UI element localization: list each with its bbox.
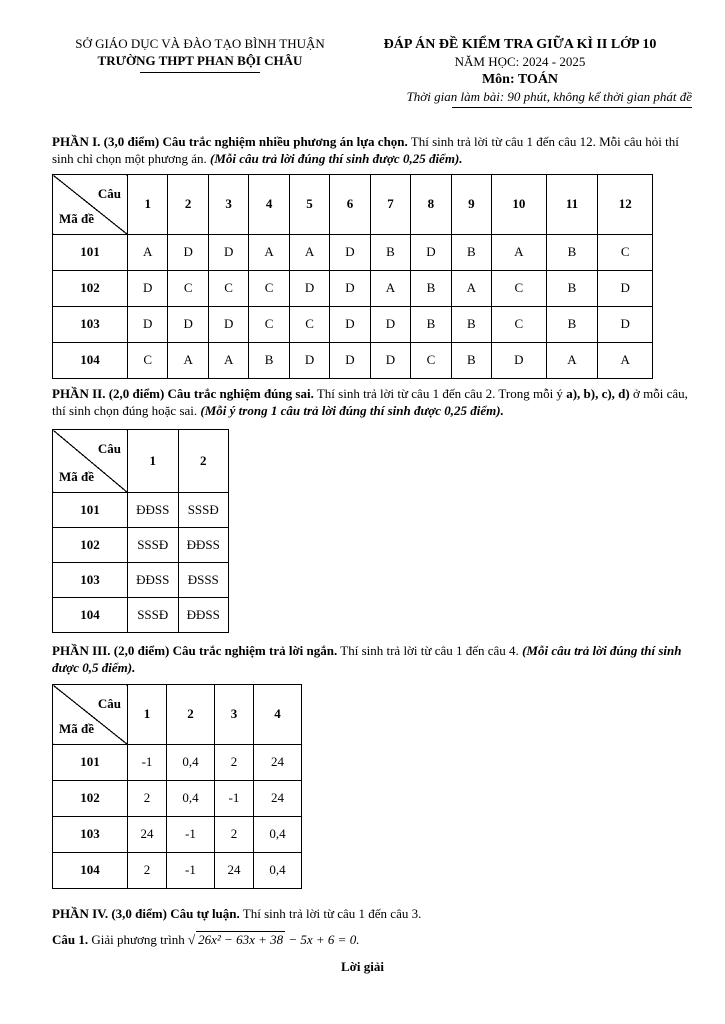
question-header: Câu — [97, 696, 121, 711]
answer-cell: SSSĐ — [128, 598, 179, 633]
answer-cell: D — [208, 307, 248, 343]
answer-cell: D — [370, 307, 410, 343]
table-corner — [53, 175, 128, 235]
part3-note: (Mỗi câu trả lời đúng thí sinh được 0,5 điểm). — [52, 643, 682, 675]
answer-cell: B — [546, 235, 598, 271]
school-name: TRƯỜNG THPT PHAN BỘI CHÂU — [97, 52, 303, 68]
question-number: 7 — [370, 175, 410, 235]
divider — [452, 107, 692, 108]
question-number: 4 — [249, 175, 289, 235]
answer-cell: C — [128, 343, 168, 379]
question-number: 2 — [168, 175, 208, 235]
answer-cell: A — [289, 235, 329, 271]
table-row — [53, 528, 229, 563]
answer-cell: B — [546, 307, 598, 343]
code-header: Mã đề — [59, 211, 95, 227]
exam-code: 103 — [53, 307, 128, 343]
part3-heading: PHẦN III. (2,0 điểm) Câu trắc nghiệm trả lời ngắn. — [52, 643, 338, 658]
answer-cell: 2 — [128, 853, 167, 889]
answer-cell: B — [249, 343, 289, 379]
table-row — [53, 781, 302, 817]
part2-items: a), b), c), d) — [566, 386, 630, 401]
answer-cell: C — [289, 307, 329, 343]
department-name: SỞ GIÁO DỤC VÀ ĐÀO TẠO BÌNH THUẬN — [75, 36, 325, 51]
answer-cell: D — [289, 271, 329, 307]
part4-instructions — [52, 906, 692, 923]
answer-cell: A — [451, 271, 491, 307]
answer-cell: D — [289, 343, 329, 379]
exam-code: 101 — [53, 493, 128, 528]
table-row — [53, 493, 229, 528]
table-row — [53, 817, 302, 853]
part2-text: Thí sinh trả lời từ câu 1 đến câu 2. Trong mỗi ý — [313, 386, 567, 401]
part3-text: Thí sinh trả lời từ câu 1 đến câu 4. — [337, 643, 523, 658]
answer-cell: B — [451, 307, 491, 343]
exam-code: 102 — [53, 781, 128, 817]
question-number: 8 — [411, 175, 451, 235]
answer-cell: C — [411, 343, 451, 379]
answer-cell: 24 — [214, 853, 253, 889]
exam-code: 103 — [53, 817, 128, 853]
table-row — [53, 235, 653, 271]
part1-instructions — [52, 134, 692, 168]
answer-cell: D — [330, 271, 370, 307]
answer-cell: 0,4 — [253, 817, 301, 853]
table-corner — [53, 430, 128, 493]
answer-cell: C — [208, 271, 248, 307]
answer-cell: B — [451, 343, 491, 379]
table-row — [53, 563, 229, 598]
answer-cell: -1 — [214, 781, 253, 817]
answer-cell: D — [330, 307, 370, 343]
part1-heading: PHẦN I. (3,0 điểm) Câu trắc nghiệm nhiều phương án lựa chọn. — [52, 134, 408, 149]
answer-cell: C — [249, 307, 289, 343]
answer-cell: D — [598, 307, 653, 343]
question-number: 1 — [128, 175, 168, 235]
table-row — [53, 307, 653, 343]
answer-cell: D — [168, 235, 208, 271]
question-number: 6 — [330, 175, 370, 235]
answer-cell: 2 — [214, 817, 253, 853]
exam-code: 102 — [53, 528, 128, 563]
part2-answer-table — [52, 429, 229, 633]
answer-cell: C — [249, 271, 289, 307]
answer-cell: C — [492, 271, 547, 307]
part3-answer-table — [52, 684, 302, 889]
code-header: Mã đề — [59, 469, 95, 485]
table-row — [53, 271, 653, 307]
question-number: 11 — [546, 175, 598, 235]
equation-rest: − 5x + 6 = 0. — [285, 932, 360, 947]
part1-note: (Mỗi câu trả lời đúng thí sinh được 0,25 điểm). — [210, 150, 463, 166]
question-number: 1 — [128, 685, 167, 745]
answer-cell: D — [370, 343, 410, 379]
answer-cell: 0,4 — [166, 781, 214, 817]
answer-cell: SSSĐ — [128, 528, 179, 563]
question-number: 4 — [253, 685, 301, 745]
answer-cell: ĐĐSS — [178, 598, 229, 633]
question-header: Câu — [97, 441, 121, 456]
answer-cell: A — [208, 343, 248, 379]
question-number: 3 — [214, 685, 253, 745]
answer-cell: ĐĐSS — [178, 528, 229, 563]
exam-code: 102 — [53, 271, 128, 307]
answer-cell: C — [598, 235, 653, 271]
answer-cell: D — [128, 307, 168, 343]
question-number: 9 — [451, 175, 491, 235]
question-1-text: Giải phương trình — [91, 932, 185, 947]
answer-cell: A — [128, 235, 168, 271]
answer-cell: 2 — [128, 781, 167, 817]
answer-cell: D — [411, 235, 451, 271]
document-title: ĐÁP ÁN ĐỀ KIỂM TRA GIỮA KÌ II LỚP 10 — [383, 37, 657, 52]
answer-cell: 24 — [128, 817, 167, 853]
answer-cell: A — [598, 343, 653, 379]
answer-cell: C — [492, 307, 547, 343]
answer-cell: B — [451, 235, 491, 271]
part1-text: Thí sinh trả lời từ câu 1 đến câu 12. Mỗi câu hỏi thí sinh chỉ chọn một phương án. — [52, 134, 679, 166]
table-row — [53, 745, 302, 781]
answer-cell: A — [370, 271, 410, 307]
answer-cell: D — [128, 271, 168, 307]
exam-code: 101 — [53, 745, 128, 781]
answer-cell: ĐĐSS — [128, 563, 179, 598]
exam-code: 101 — [53, 235, 128, 271]
answer-cell: -1 — [166, 853, 214, 889]
part4-text: Thí sinh trả lời từ câu 1 đến câu 3. — [239, 906, 422, 921]
part3-instructions — [52, 643, 692, 677]
table-row — [53, 343, 653, 379]
answer-cell: A — [168, 343, 208, 379]
subject: Môn: TOÁN — [481, 72, 559, 88]
part2-instructions — [52, 386, 692, 420]
answer-cell: 24 — [253, 745, 301, 781]
answer-cell: D — [492, 343, 547, 379]
part2-heading: PHẦN II. (2,0 điểm) Câu trắc nghiệm đúng sai. — [52, 386, 314, 401]
answer-cell: -1 — [128, 745, 167, 781]
code-header: Mã đề — [59, 721, 95, 737]
table-row — [53, 598, 229, 633]
question-1 — [52, 931, 692, 949]
part1-answer-table — [52, 174, 653, 379]
answer-cell: D — [208, 235, 248, 271]
answer-cell: ĐĐSS — [128, 493, 179, 528]
answer-cell: SSSĐ — [178, 493, 229, 528]
answer-cell: ĐSSS — [178, 563, 229, 598]
header-left — [50, 36, 350, 73]
table-row — [53, 853, 302, 889]
answer-cell: D — [330, 343, 370, 379]
answer-cell: B — [411, 271, 451, 307]
answer-cell: 0,4 — [253, 853, 301, 889]
divider — [140, 72, 260, 73]
answer-cell: D — [598, 271, 653, 307]
answer-cell: A — [546, 343, 598, 379]
question-number: 10 — [492, 175, 547, 235]
part2-note: (Mỗi ý trong 1 câu trả lời đúng thí sinh được 0,25 điểm). — [200, 402, 504, 418]
answer-cell: B — [370, 235, 410, 271]
question-1-label: Câu 1. — [52, 932, 89, 947]
exam-code: 104 — [53, 343, 128, 379]
question-header: Câu — [97, 186, 121, 201]
exam-code: 104 — [53, 853, 128, 889]
question-number: 1 — [128, 430, 179, 493]
question-number: 2 — [178, 430, 229, 493]
answer-cell: A — [249, 235, 289, 271]
school-year: NĂM HỌC: 2024 - 2025 — [454, 54, 586, 70]
answer-cell: C — [168, 271, 208, 307]
answer-cell: D — [330, 235, 370, 271]
exam-code: 103 — [53, 563, 128, 598]
answer-cell: 2 — [214, 745, 253, 781]
answer-cell: 24 — [253, 781, 301, 817]
answer-cell: B — [411, 307, 451, 343]
question-number: 12 — [598, 175, 653, 235]
question-number: 3 — [208, 175, 248, 235]
answer-cell: B — [546, 271, 598, 307]
answer-cell: A — [492, 235, 547, 271]
header-right — [348, 36, 692, 108]
table-corner — [53, 685, 128, 745]
exam-code: 104 — [53, 598, 128, 633]
question-number: 2 — [166, 685, 214, 745]
solution-label: Lời giải — [341, 959, 384, 974]
answer-cell: 0,4 — [166, 745, 214, 781]
duration: Thời gian làm bài: 90 phút, không kể thời gian phát đề — [406, 89, 692, 105]
part4-heading: PHẦN IV. (3,0 điểm) Câu tự luận. — [52, 906, 240, 921]
answer-cell: D — [168, 307, 208, 343]
equation: √ 26x² − 63x + 38 − 5x + 6 = 0. — [187, 932, 360, 947]
answer-cell: -1 — [166, 817, 214, 853]
part2-text: ở mỗi câu, thí sinh chọn đúng hoặc sai. — [52, 386, 688, 418]
equation-radicand: 26x² − 63x + 38 — [198, 932, 284, 947]
question-number: 5 — [289, 175, 329, 235]
